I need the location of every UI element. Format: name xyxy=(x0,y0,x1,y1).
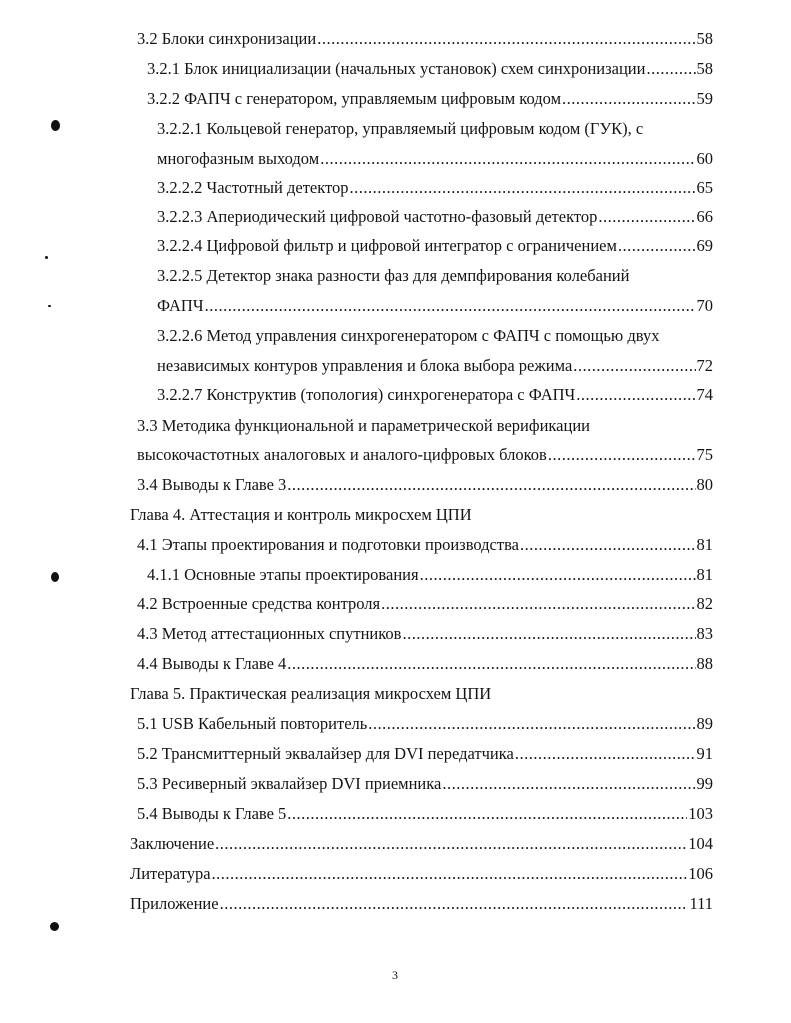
toc-leader xyxy=(573,356,695,376)
toc-entry xyxy=(137,624,713,644)
toc-entry-page: 83 xyxy=(696,624,713,643)
toc-entry-title: 3.2.2.5 Детектор знака разности фаз для демпфирования колебаний xyxy=(157,266,630,285)
toc-entry-page: 58 xyxy=(696,59,713,78)
toc-leader xyxy=(317,29,695,49)
toc-entry-page: 82 xyxy=(696,594,713,613)
scan-mark xyxy=(45,256,48,259)
page-number: 3 xyxy=(392,968,398,982)
toc-entry-page: 66 xyxy=(696,207,713,226)
toc-entry xyxy=(137,445,713,465)
toc-entry-title: 3.2 Блоки синхронизации xyxy=(137,29,317,48)
toc-entry xyxy=(157,385,713,405)
toc-leader xyxy=(520,535,696,555)
toc-entry-page: 65 xyxy=(696,178,713,197)
toc-leader xyxy=(402,624,695,644)
toc-entry-title: Литература xyxy=(130,864,211,883)
toc-entry xyxy=(137,744,713,764)
toc-entry xyxy=(157,296,713,316)
toc-entry-page: 58 xyxy=(696,29,713,48)
toc-entry-page: 106 xyxy=(688,864,713,883)
toc-entry xyxy=(147,59,713,79)
toc-entry xyxy=(157,207,713,227)
toc-entry-title: Приложение xyxy=(130,894,219,913)
toc-entry-title: 3.2.2 ФАПЧ с генератором, управляемым цифровым кодом xyxy=(147,89,562,108)
toc-entry xyxy=(137,594,713,614)
toc-entry-page: 88 xyxy=(696,654,713,673)
scan-mark xyxy=(51,572,59,582)
toc-entry xyxy=(157,236,713,256)
toc-entry-page: 111 xyxy=(689,894,713,913)
toc-entry-page: 70 xyxy=(696,296,713,315)
toc-leader xyxy=(350,178,696,198)
toc-leader xyxy=(212,864,688,884)
toc-leader xyxy=(598,207,695,227)
toc-entry-title: ФАПЧ xyxy=(157,296,204,315)
toc-entry-page: 104 xyxy=(688,834,713,853)
toc-entry-title: 4.2 Встроенные средства контроля xyxy=(137,594,381,613)
toc-entry-title: 4.4 Выводы к Главе 4 xyxy=(137,654,287,673)
toc-entry-title: 3.4 Выводы к Главе 3 xyxy=(137,475,287,494)
toc-entry xyxy=(157,178,713,198)
toc-entry-title: 4.1 Этапы проектирования и подготовки производства xyxy=(137,535,519,554)
toc-entry-title: 3.2.2.6 Метод управления синхрогенератором с ФАПЧ с помощью двух xyxy=(157,326,660,345)
toc-entry-page: 75 xyxy=(696,445,713,464)
toc-entry-title: 4.3 Метод аттестационных спутников xyxy=(137,624,402,643)
toc-entry xyxy=(137,654,713,674)
toc-entry-page: 91 xyxy=(696,744,713,763)
toc-entry-title: 5.4 Выводы к Главе 5 xyxy=(137,804,287,823)
toc-entry xyxy=(147,565,713,585)
toc-entry xyxy=(130,864,713,884)
toc-entry-title: многофазным выходом xyxy=(157,149,320,168)
toc-entry-page: 74 xyxy=(696,385,713,404)
toc-entry-title: высокочастотных аналоговых и аналого-цифровых блоков xyxy=(137,445,547,464)
toc-entry xyxy=(147,89,713,109)
toc-entry xyxy=(137,774,713,794)
chapter-heading: Глава 4. Аттестация и контроль микросхем ЦПИ xyxy=(130,505,472,524)
toc-entry-page: 99 xyxy=(696,774,713,793)
toc-entry-title: 3.2.2.7 Конструктив (топология) синхрогенератора с ФАПЧ xyxy=(157,385,576,404)
toc-entry-title: 3.2.2.2 Частотный детектор xyxy=(157,178,349,197)
scan-mark xyxy=(51,120,60,131)
toc-leader xyxy=(618,236,696,256)
toc-entry-title: независимых контуров управления и блока выбора режима xyxy=(157,356,573,375)
toc-entry xyxy=(130,834,713,854)
toc-entry xyxy=(157,356,713,376)
toc-leader xyxy=(287,475,695,495)
toc-entry-title: 3.2.2.1 Кольцевой генератор, управляемый цифровым кодом (ГУК), с xyxy=(157,119,644,138)
toc-entry-page: 81 xyxy=(696,565,713,584)
toc-entry xyxy=(137,29,713,49)
toc-entry-page: 60 xyxy=(696,149,713,168)
toc-leader xyxy=(287,804,687,824)
toc-leader xyxy=(220,894,689,914)
toc-leader xyxy=(576,385,695,405)
toc-leader xyxy=(215,834,687,854)
toc-entry xyxy=(157,149,713,169)
toc-leader xyxy=(515,744,696,764)
toc-leader xyxy=(562,89,695,109)
toc-entry xyxy=(137,804,713,824)
toc-leader xyxy=(368,714,695,734)
toc-entry-page: 72 xyxy=(696,356,713,375)
chapter-heading: Глава 5. Практическая реализация микросхем ЦПИ xyxy=(130,684,492,703)
toc-entry-title: 5.1 USB Кабельный повторитель xyxy=(137,714,368,733)
toc-entry-page: 69 xyxy=(696,236,713,255)
toc-leader xyxy=(646,59,695,79)
toc-leader xyxy=(205,296,696,316)
toc-entry-page: 103 xyxy=(688,804,713,823)
toc-entry xyxy=(137,535,713,555)
toc-entry-title: 5.2 Трансмиттерный эквалайзер для DVI передатчика xyxy=(137,744,514,763)
toc-entry-page: 89 xyxy=(696,714,713,733)
toc-entry-title: 3.3 Методика функциональной и параметрической верификации xyxy=(137,416,590,435)
toc-leader xyxy=(548,445,696,465)
toc-entry-title: 4.1.1 Основные этапы проектирования xyxy=(147,565,419,584)
toc-entry-title: 3.2.2.4 Цифровой фильтр и цифровой интегратор с ограничением xyxy=(157,236,617,255)
toc-leader xyxy=(381,594,695,614)
toc-entry xyxy=(130,894,713,914)
toc-leader xyxy=(287,654,695,674)
toc-entry xyxy=(137,475,713,495)
scan-mark xyxy=(48,305,51,307)
scan-mark xyxy=(50,922,59,931)
toc-leader xyxy=(420,565,696,585)
toc-leader xyxy=(320,149,695,169)
toc-entry-title: 3.2.1 Блок инициализации (начальных установок) схем синхронизации xyxy=(147,59,646,78)
toc-entry-title: 3.2.2.3 Апериодический цифровой частотно-фазовый детектор xyxy=(157,207,598,226)
toc-entry-title: 5.3 Ресиверный эквалайзер DVI приемника xyxy=(137,774,442,793)
toc-entry xyxy=(137,714,713,734)
toc-entry-page: 81 xyxy=(696,535,713,554)
toc-leader xyxy=(442,774,695,794)
toc-entry-page: 80 xyxy=(696,475,713,494)
toc-entry-title: Заключение xyxy=(130,834,215,853)
toc-entry-page: 59 xyxy=(696,89,713,108)
